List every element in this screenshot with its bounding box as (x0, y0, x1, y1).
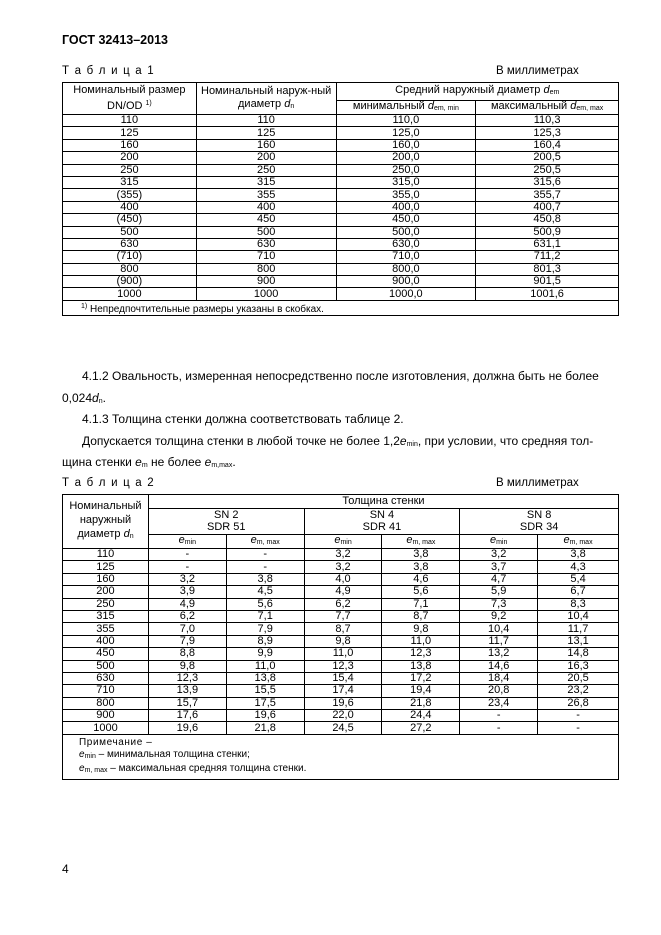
table2-header-sdr51: SDR 51 (148, 522, 304, 535)
table-cell: 15,4 (304, 672, 382, 684)
table-cell: 250 (63, 598, 149, 610)
table-cell: 3,8 (382, 561, 460, 573)
paragraph-tolerance-cont: щина стенки em не более em,max. (62, 455, 236, 469)
table-cell: 355 (63, 623, 149, 635)
table-row (63, 176, 619, 188)
table-cell: 250,5 (476, 164, 619, 176)
table-cell: 14,8 (538, 648, 619, 660)
table-cell: 160 (196, 139, 336, 151)
table-cell: 15,5 (226, 685, 304, 697)
table-row (63, 189, 619, 201)
table-cell: 355 (196, 189, 336, 201)
table-cell: 3,2 (304, 561, 382, 573)
table-cell: 450,0 (336, 214, 476, 226)
table1-header-max: максимальный dem, max (476, 101, 619, 115)
table-cell: 125,0 (336, 127, 476, 139)
table-cell: 110 (63, 549, 149, 561)
table-cell: 500 (63, 226, 197, 238)
table-cell: 400 (63, 635, 149, 647)
table1-header-mean-diameter: Средний наружный диаметр dem (336, 83, 619, 101)
table-cell: 5,4 (538, 573, 619, 585)
table-cell: 800 (63, 263, 197, 275)
table-cell: 9,8 (148, 660, 226, 672)
table-cell: 7,9 (226, 623, 304, 635)
table-cell: 3,2 (304, 549, 382, 561)
table-cell: 200 (63, 152, 197, 164)
table-cell: 500 (196, 226, 336, 238)
table-cell: 200,5 (476, 152, 619, 164)
table-cell: 4,9 (304, 586, 382, 598)
table-cell: 900 (196, 276, 336, 288)
table-cell: 4,7 (460, 573, 538, 585)
table-row (63, 152, 619, 164)
table-cell: 801,3 (476, 263, 619, 275)
table-cell: 450 (63, 648, 149, 660)
table-cell: 710 (196, 251, 336, 263)
table-cell: 9,8 (382, 623, 460, 635)
table-cell: 10,4 (460, 623, 538, 635)
table-cell: 125,3 (476, 127, 619, 139)
table-cell: 3,8 (382, 549, 460, 561)
table-cell: 4,6 (382, 573, 460, 585)
table-row (63, 251, 619, 263)
table-cell: 315 (63, 176, 197, 188)
table-row (63, 586, 619, 598)
paragraph-4-1-2: 4.1.2 Овальность, измеренная непосредственно после изготовления, должна быть не более (82, 369, 599, 383)
table-cell: 10,4 (538, 610, 619, 622)
paragraph-tolerance: Допускается толщина стенки в любой точке не более 1,2emin, при условии, что средняя тол- (82, 434, 594, 448)
table-cell: 160,4 (476, 139, 619, 151)
table-cell: 14,6 (460, 660, 538, 672)
table-cell: 500,0 (336, 226, 476, 238)
table-cell: 21,8 (226, 722, 304, 734)
table-cell: 250 (196, 164, 336, 176)
table2-caption: Т а б л и ц а 2 (62, 477, 155, 489)
table-cell: 6,2 (304, 598, 382, 610)
table2-header-sdr41: SDR 41 (304, 522, 460, 535)
table2-header-wall-thickness: Толщина стенки (148, 495, 618, 509)
table-cell: - (226, 549, 304, 561)
table-row (63, 697, 619, 709)
table2-header-sn4: SN 4 (304, 509, 460, 522)
table-cell: 900 (63, 710, 149, 722)
table-row (63, 610, 619, 622)
table-cell: 160 (63, 573, 149, 585)
table-cell: 27,2 (382, 722, 460, 734)
table-cell: 711,2 (476, 251, 619, 263)
table-cell: 630 (196, 238, 336, 250)
table-row (63, 276, 619, 288)
table-cell: 800 (196, 263, 336, 275)
table-cell: (450) (63, 214, 197, 226)
paragraph-4-1-2-cont: 0,024dn. (62, 391, 106, 405)
table-cell: 630,0 (336, 238, 476, 250)
table-cell: 4,0 (304, 573, 382, 585)
table-row (63, 288, 619, 300)
table-cell: 1001,6 (476, 288, 619, 300)
table-cell: 17,4 (304, 685, 382, 697)
table-cell: 26,8 (538, 697, 619, 709)
table-cell: 23,2 (538, 685, 619, 697)
table-cell: 13,8 (382, 660, 460, 672)
table-cell: 12,3 (148, 672, 226, 684)
table-cell: 11,7 (538, 623, 619, 635)
table2-header-emax: em, max (538, 535, 619, 549)
table-cell: - (538, 722, 619, 734)
table-cell: 8,3 (538, 598, 619, 610)
table-cell: - (226, 561, 304, 573)
table-cell: 1000 (63, 288, 197, 300)
table2-header-sn2: SN 2 (148, 509, 304, 522)
table-row (63, 201, 619, 213)
table-cell: 12,3 (382, 648, 460, 660)
table1-header-nominal-diameter: Номинальный наруж-ный диаметр dn (196, 83, 336, 115)
table-cell: 18,4 (460, 672, 538, 684)
table-cell: 19,6 (304, 697, 382, 709)
table-row (63, 164, 619, 176)
table-row (63, 672, 619, 684)
table-cell: 12,3 (304, 660, 382, 672)
table-cell: 1000 (63, 722, 149, 734)
table-row (63, 139, 619, 151)
table-cell: 110,3 (476, 115, 619, 127)
table2-header-sdr34: SDR 34 (460, 522, 619, 535)
table-cell: 13,1 (538, 635, 619, 647)
table-cell: 315,0 (336, 176, 476, 188)
table1-footnote: $^{1)}$ Непредпочтительные размеры указаны в скобках. (63, 300, 619, 315)
table-cell: 5,6 (226, 598, 304, 610)
table2-header-emin: emin (148, 535, 226, 549)
table-cell: 20,8 (460, 685, 538, 697)
table-cell: 160,0 (336, 139, 476, 151)
table2-header-emax: em, max (226, 535, 304, 549)
table-cell: 500 (63, 660, 149, 672)
table-cell: 3,8 (538, 549, 619, 561)
table-cell: 7,9 (148, 635, 226, 647)
table-cell: 13,9 (148, 685, 226, 697)
table-cell: 200 (63, 586, 149, 598)
table-cell: 355,0 (336, 189, 476, 201)
table-cell: 6,7 (538, 586, 619, 598)
table-cell: (355) (63, 189, 197, 201)
table-cell: 19,4 (382, 685, 460, 697)
table-cell: 7,3 (460, 598, 538, 610)
table-cell: 630 (63, 672, 149, 684)
table-cell: 4,9 (148, 598, 226, 610)
table-cell: 8,8 (148, 648, 226, 660)
table2-header-sn8: SN 8 (460, 509, 619, 522)
table1-header-nominal-size: Номинальный размер DN/OD $^{1)}$ (63, 83, 197, 115)
table-cell: 110,0 (336, 115, 476, 127)
table-row (63, 660, 619, 672)
table-cell: 8,7 (304, 623, 382, 635)
table-row (63, 573, 619, 585)
table-cell: 24,4 (382, 710, 460, 722)
table-cell: - (148, 561, 226, 573)
table-cell: 8,7 (382, 610, 460, 622)
table-row (63, 710, 619, 722)
table-cell: 400,0 (336, 201, 476, 213)
table-cell: (710) (63, 251, 197, 263)
table-row (63, 226, 619, 238)
table-cell: 19,6 (226, 710, 304, 722)
table-row (63, 635, 619, 647)
table-cell: 110 (63, 115, 197, 127)
table-cell: 355,7 (476, 189, 619, 201)
table-cell: 3,2 (460, 549, 538, 561)
table-cell: 13,8 (226, 672, 304, 684)
table-cell: 16,3 (538, 660, 619, 672)
table-cell: 8,9 (226, 635, 304, 647)
table-cell: 17,6 (148, 710, 226, 722)
table-row (63, 598, 619, 610)
paragraph-4-1-3: 4.1.3 Толщина стенки должна соответствовать таблице 2. (82, 412, 404, 426)
table-cell: 125 (196, 127, 336, 139)
table-cell: 9,9 (226, 648, 304, 660)
table-row (63, 561, 619, 573)
table-row (63, 115, 619, 127)
table-cell: 125 (63, 127, 197, 139)
table2-note: Примечание – emin – минимальная толщина стенки; em, max – максимальная средняя толщина стенки. (63, 734, 619, 779)
table-cell: 1000 (196, 288, 336, 300)
table-cell: 3,9 (148, 586, 226, 598)
table-cell: 3,8 (226, 573, 304, 585)
table-cell: 800,0 (336, 263, 476, 275)
table-row (63, 648, 619, 660)
table-cell: 1000,0 (336, 288, 476, 300)
table2-header-emax: em, max (382, 535, 460, 549)
table-cell: 315 (63, 610, 149, 622)
table-cell: 9,2 (460, 610, 538, 622)
table-cell: - (538, 710, 619, 722)
table2-units: В миллиметрах (496, 477, 579, 489)
table-cell: 19,6 (148, 722, 226, 734)
table-cell: 200 (196, 152, 336, 164)
table-cell: 710 (63, 685, 149, 697)
table-cell: 17,5 (226, 697, 304, 709)
table-cell: 900,0 (336, 276, 476, 288)
table-cell: 13,2 (460, 648, 538, 660)
table-cell: 800 (63, 697, 149, 709)
table-cell: 400,7 (476, 201, 619, 213)
table2 (62, 494, 619, 780)
table-cell: 160 (63, 139, 197, 151)
table-cell: 400 (63, 201, 197, 213)
table-cell: 9,8 (304, 635, 382, 647)
table-cell: - (148, 549, 226, 561)
table1-header-min: минимальный dem, min (336, 101, 476, 115)
table-cell: 7,0 (148, 623, 226, 635)
document-header: ГОСТ 32413–2013 (62, 33, 168, 47)
table-cell: 450,8 (476, 214, 619, 226)
table-cell: 7,7 (304, 610, 382, 622)
table-cell: 11,0 (304, 648, 382, 660)
table-cell: 630 (63, 238, 197, 250)
table-cell: 4,3 (538, 561, 619, 573)
table-cell: 6,2 (148, 610, 226, 622)
table-cell: 5,9 (460, 586, 538, 598)
table-cell: 5,6 (382, 586, 460, 598)
table-cell: 11,0 (382, 635, 460, 647)
table1-caption: Т а б л и ц а 1 (62, 65, 155, 77)
table-cell: 11,7 (460, 635, 538, 647)
table-cell: - (460, 722, 538, 734)
table-cell: 4,5 (226, 586, 304, 598)
table-cell: 110 (196, 115, 336, 127)
table-cell: 315 (196, 176, 336, 188)
table-cell: 11,0 (226, 660, 304, 672)
table2-header-nominal-diameter: Номинальный наружный диаметр dn (63, 495, 149, 549)
table-cell: 3,7 (460, 561, 538, 573)
table1 (62, 82, 619, 316)
table-row (63, 214, 619, 226)
table-cell: 15,7 (148, 697, 226, 709)
table-row (63, 127, 619, 139)
table-cell: 20,5 (538, 672, 619, 684)
table-cell: 3,2 (148, 573, 226, 585)
table-cell: 7,1 (226, 610, 304, 622)
table-cell: 400 (196, 201, 336, 213)
page-number: 4 (62, 862, 69, 876)
table-cell: 22,0 (304, 710, 382, 722)
table-cell: 17,2 (382, 672, 460, 684)
table-cell: 7,1 (382, 598, 460, 610)
table2-header-emin: emin (460, 535, 538, 549)
table-cell: 710,0 (336, 251, 476, 263)
table-cell: 21,8 (382, 697, 460, 709)
table-cell: - (460, 710, 538, 722)
table-row (63, 238, 619, 250)
table-cell: 125 (63, 561, 149, 573)
table2-header-emin: emin (304, 535, 382, 549)
table-row (63, 623, 619, 635)
table-cell: 23,4 (460, 697, 538, 709)
table-cell: 250,0 (336, 164, 476, 176)
table-cell: 631,1 (476, 238, 619, 250)
table-cell: 200,0 (336, 152, 476, 164)
table-cell: 901,5 (476, 276, 619, 288)
table-row (63, 549, 619, 561)
table-row (63, 685, 619, 697)
table-cell: 250 (63, 164, 197, 176)
table-row (63, 722, 619, 734)
table-cell: (900) (63, 276, 197, 288)
table-cell: 500,9 (476, 226, 619, 238)
table-row (63, 263, 619, 275)
table-cell: 450 (196, 214, 336, 226)
table1-units: В миллиметрах (496, 65, 579, 77)
table-cell: 24,5 (304, 722, 382, 734)
table-cell: 315,6 (476, 176, 619, 188)
